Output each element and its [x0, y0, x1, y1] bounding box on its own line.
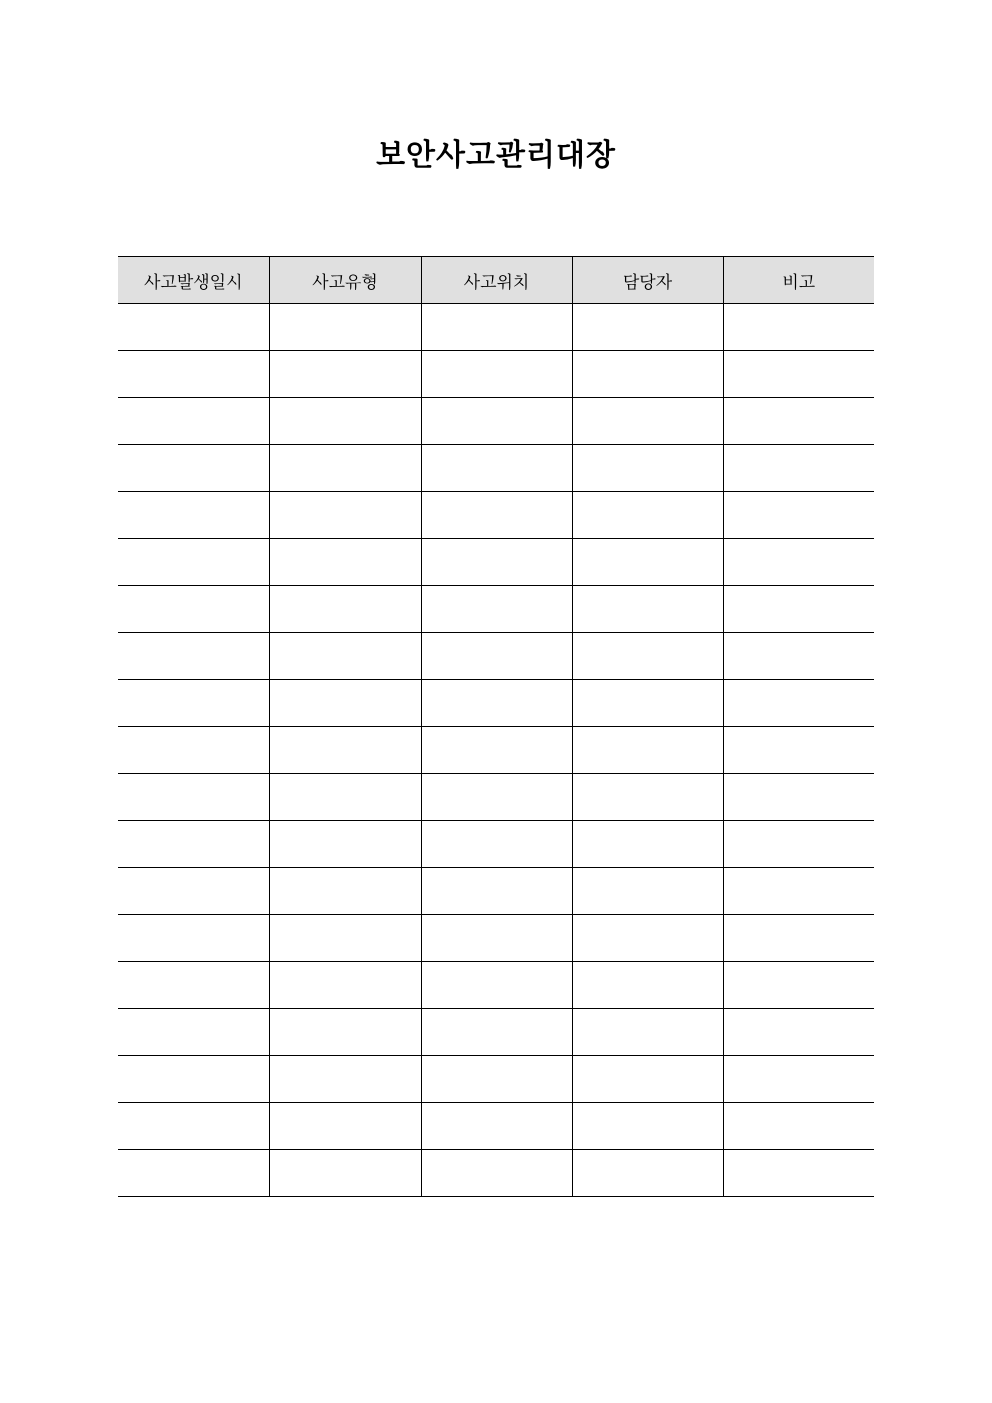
- remarks-cell: [723, 821, 874, 868]
- incident-type-cell: [269, 1150, 421, 1197]
- person-in-charge-cell: [572, 445, 723, 492]
- incident-datetime-cell: [118, 1103, 269, 1150]
- person-in-charge-cell: [572, 1056, 723, 1103]
- incident-type-cell: [269, 774, 421, 821]
- remarks-cell: [723, 586, 874, 633]
- incident-datetime-cell: [118, 445, 269, 492]
- table-row: [118, 539, 874, 586]
- remarks-cell: [723, 351, 874, 398]
- incident-location-cell: [421, 445, 572, 492]
- remarks-cell: [723, 1009, 874, 1056]
- incident-datetime-cell: [118, 586, 269, 633]
- incident-datetime-cell: [118, 398, 269, 445]
- remarks-cell: [723, 492, 874, 539]
- incident-datetime-cell: [118, 727, 269, 774]
- incident-location-cell: [421, 962, 572, 1009]
- incident-type-cell: [269, 586, 421, 633]
- incident-location-cell: [421, 304, 572, 351]
- incident-type-cell: [269, 868, 421, 915]
- incident-type-cell: [269, 351, 421, 398]
- incident-location-cell: [421, 774, 572, 821]
- incident-type-cell: [269, 821, 421, 868]
- incident-datetime-cell: [118, 351, 269, 398]
- person-in-charge-cell: [572, 1103, 723, 1150]
- table-row: [118, 680, 874, 727]
- incident-ledger-table: [118, 256, 874, 1197]
- incident-type-cell: [269, 727, 421, 774]
- incident-location-cell: [421, 1150, 572, 1197]
- incident-location-cell: [421, 586, 572, 633]
- remarks-cell: [723, 1150, 874, 1197]
- incident-datetime-cell: [118, 915, 269, 962]
- person-in-charge-cell: [572, 821, 723, 868]
- incident-location-cell: [421, 727, 572, 774]
- remarks-cell: [723, 680, 874, 727]
- incident-type-cell: [269, 915, 421, 962]
- table-row: [118, 962, 874, 1009]
- table-row: [118, 398, 874, 445]
- table-row: [118, 915, 874, 962]
- incident-location-cell: [421, 492, 572, 539]
- table-header-row: [118, 257, 874, 304]
- remarks-cell: [723, 445, 874, 492]
- incident-type-cell: [269, 633, 421, 680]
- person-in-charge-cell: [572, 304, 723, 351]
- person-in-charge-cell: [572, 1150, 723, 1197]
- incident-type-cell: [269, 492, 421, 539]
- person-in-charge-cell: [572, 680, 723, 727]
- remarks-cell: [723, 1056, 874, 1103]
- remarks-cell: [723, 727, 874, 774]
- incident-type-cell: [269, 304, 421, 351]
- remarks-cell: [723, 915, 874, 962]
- table-row: [118, 727, 874, 774]
- incident-location-cell: [421, 1103, 572, 1150]
- person-in-charge-cell: [572, 492, 723, 539]
- person-in-charge-cell: [572, 633, 723, 680]
- table-row: [118, 821, 874, 868]
- remarks-cell: [723, 774, 874, 821]
- person-in-charge-cell: [572, 727, 723, 774]
- incident-datetime-cell: [118, 821, 269, 868]
- incident-type-cell: [269, 445, 421, 492]
- incident-location-cell: [421, 633, 572, 680]
- incident-location-cell: [421, 915, 572, 962]
- incident-location-cell: [421, 680, 572, 727]
- table-row: [118, 351, 874, 398]
- incident-datetime-cell: [118, 1009, 269, 1056]
- person-in-charge-cell: [572, 962, 723, 1009]
- table-row: [118, 445, 874, 492]
- remarks-cell: [723, 539, 874, 586]
- table-body: [118, 304, 874, 1197]
- incident-datetime-cell: [118, 868, 269, 915]
- person-in-charge-cell: [572, 539, 723, 586]
- table-row: [118, 1009, 874, 1056]
- incident-datetime-cell: [118, 492, 269, 539]
- person-in-charge-cell: [572, 915, 723, 962]
- column-header-incident-location: 사고위치: [421, 257, 572, 304]
- incident-type-cell: [269, 539, 421, 586]
- incident-type-cell: [269, 398, 421, 445]
- table-row: [118, 1056, 874, 1103]
- incident-datetime-cell: [118, 1150, 269, 1197]
- incident-datetime-cell: [118, 774, 269, 821]
- person-in-charge-cell: [572, 1009, 723, 1056]
- table-row: [118, 1103, 874, 1150]
- incident-location-cell: [421, 868, 572, 915]
- person-in-charge-cell: [572, 586, 723, 633]
- incident-datetime-cell: [118, 1056, 269, 1103]
- incident-datetime-cell: [118, 680, 269, 727]
- remarks-cell: [723, 304, 874, 351]
- table-row: [118, 774, 874, 821]
- remarks-cell: [723, 1103, 874, 1150]
- remarks-cell: [723, 962, 874, 1009]
- table-row: [118, 586, 874, 633]
- remarks-cell: [723, 398, 874, 445]
- incident-datetime-cell: [118, 962, 269, 1009]
- incident-location-cell: [421, 821, 572, 868]
- incident-type-cell: [269, 1009, 421, 1056]
- incident-type-cell: [269, 1103, 421, 1150]
- table-row: [118, 633, 874, 680]
- person-in-charge-cell: [572, 868, 723, 915]
- person-in-charge-cell: [572, 351, 723, 398]
- incident-location-cell: [421, 1056, 572, 1103]
- incident-location-cell: [421, 539, 572, 586]
- incident-type-cell: [269, 680, 421, 727]
- table-row: [118, 868, 874, 915]
- table-row: [118, 492, 874, 539]
- incident-datetime-cell: [118, 304, 269, 351]
- column-header-incident-type: 사고유형: [269, 257, 421, 304]
- incident-location-cell: [421, 1009, 572, 1056]
- incident-location-cell: [421, 351, 572, 398]
- column-header-incident-datetime: 사고발생일시: [118, 257, 269, 304]
- incident-type-cell: [269, 962, 421, 1009]
- remarks-cell: [723, 868, 874, 915]
- table-row: [118, 1150, 874, 1197]
- remarks-cell: [723, 633, 874, 680]
- incident-location-cell: [421, 398, 572, 445]
- person-in-charge-cell: [572, 774, 723, 821]
- table-row: [118, 304, 874, 351]
- incident-datetime-cell: [118, 539, 269, 586]
- column-header-remarks: 비고: [723, 257, 874, 304]
- document-title: 보안사고관리대장: [376, 138, 616, 173]
- incident-datetime-cell: [118, 633, 269, 680]
- column-header-person-in-charge: 담당자: [572, 257, 723, 304]
- incident-type-cell: [269, 1056, 421, 1103]
- person-in-charge-cell: [572, 398, 723, 445]
